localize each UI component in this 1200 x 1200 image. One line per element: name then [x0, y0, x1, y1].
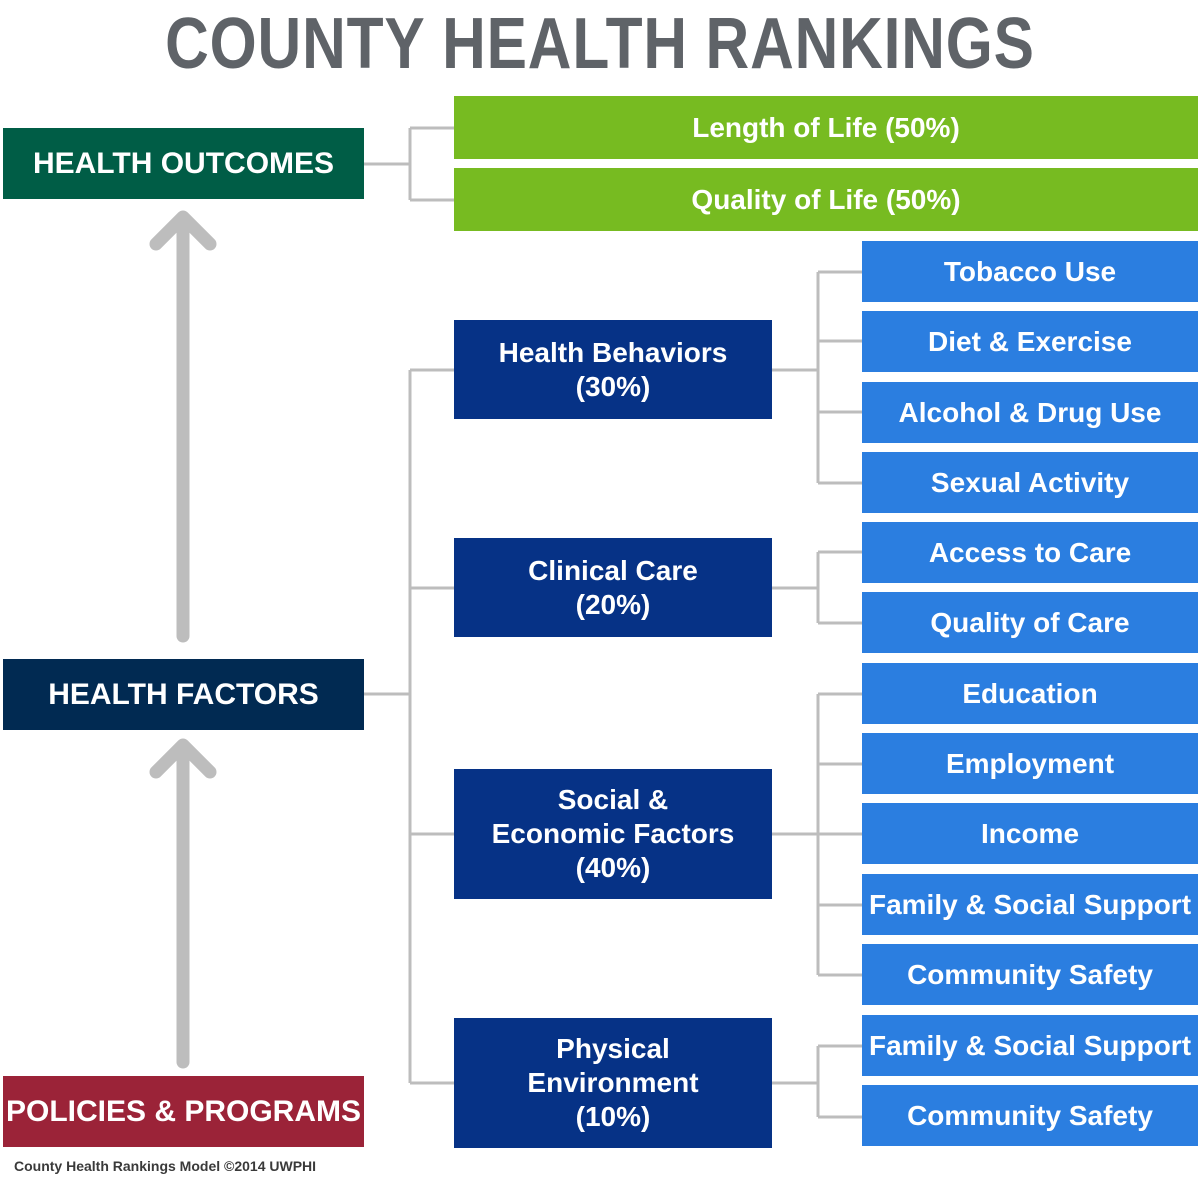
factor-physical-environment: Physical Environment (10%) [454, 1018, 772, 1148]
policies-programs-box [3, 1076, 364, 1147]
factor-health-behaviors: Health Behaviors (30%) [454, 320, 772, 419]
outcome-bar-length-of-life: Length of Life (50%) [454, 96, 1198, 159]
up-arrow-icon [156, 217, 210, 636]
subfactor-box: Income [862, 803, 1198, 864]
health-outcomes-label: HEALTH OUTCOMES [32, 146, 335, 180]
page-title: COUNTY HEALTH RANKINGS [165, 4, 1035, 84]
subfactor-box: Tobacco Use [862, 241, 1198, 302]
subfactor-box: Education [862, 663, 1198, 724]
health-factors-box [3, 659, 364, 730]
subfactor-box: Diet & Exercise [862, 311, 1198, 372]
health-outcomes-box [3, 128, 364, 199]
subfactor-box: Sexual Activity [862, 452, 1198, 513]
subfactor-box: Community Safety [862, 1085, 1198, 1146]
subfactor-box: Access to Care [862, 522, 1198, 583]
policies-programs-label: POLICIES & PROGRAMS [5, 1094, 362, 1128]
copyright-footer: County Health Rankings Model ©2014 UWPHI [14, 1158, 317, 1174]
up-arrow-icon [156, 745, 210, 1062]
outcome-bar-quality-of-life: Quality of Life (50%) [454, 168, 1198, 231]
subfactor-box: Alcohol & Drug Use [862, 382, 1198, 443]
factor-clinical-care: Clinical Care (20%) [454, 538, 772, 637]
subfactor-box: Community Safety [862, 944, 1198, 1005]
factor-social-economic: Social & Economic Factors (40%) [454, 769, 772, 899]
subfactor-box: Quality of Care [862, 592, 1198, 653]
subfactor-box: Employment [862, 733, 1198, 794]
subfactor-box: Family & Social Support [862, 1015, 1198, 1076]
subfactor-box: Family & Social Support [862, 874, 1198, 935]
health-factors-label: HEALTH FACTORS [48, 677, 319, 711]
